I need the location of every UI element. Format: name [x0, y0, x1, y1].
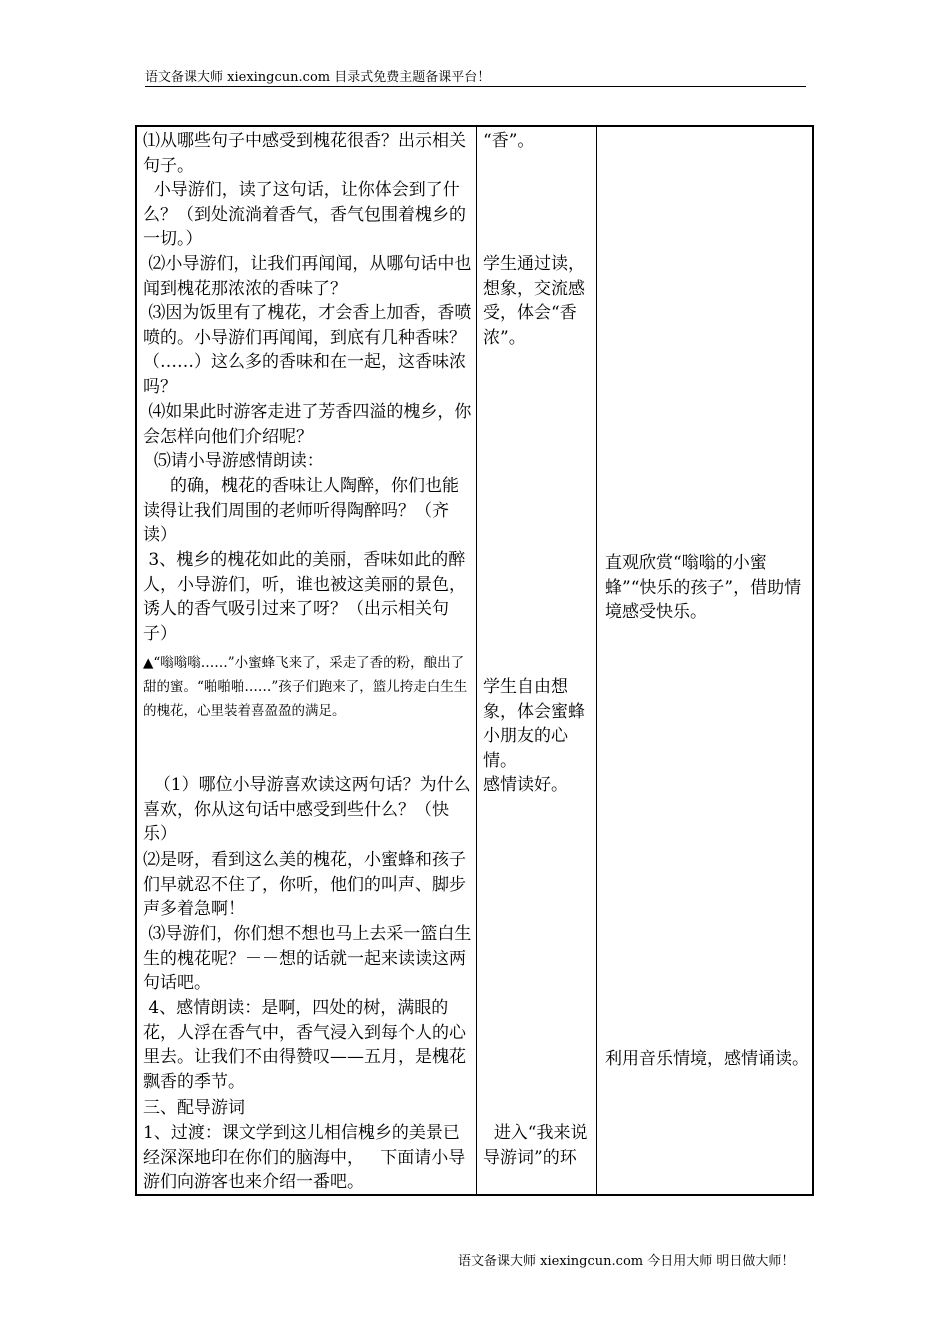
cell-paragraph: ⑵小导游们，让我们再闻闻，从哪句话中也闻到槐花那浓浓的香味了？	[143, 254, 471, 299]
design-intent-column	[605, 127, 810, 1194]
cell-paragraph: ⑶导游们，你们想不想也马上去采一篮白生生的槐花呢？－－想的话就一起来读读这两句话吧。	[143, 924, 471, 993]
cell-paragraph: 利用音乐情境，感情诵读。	[605, 1049, 809, 1069]
cell-paragraph: 的确，槐花的香味让人陶醉，你们也能读得让我们周围的老师听得陶醉吗？（齐读）	[143, 476, 460, 545]
cell-paragraph: ⑷如果此时游客走进了芳香四溢的槐乡，你会怎样向他们介绍呢？	[143, 402, 471, 447]
cell-paragraph: （1）哪位小导游喜欢读这两句话？为什么喜欢，你从这句话中感受到些什么？（快乐）	[143, 775, 471, 844]
cell-paragraph: 4、感情朗读：是啊，四处的树，满眼的花，人浮在香气中，香气浸入到每个人的心里去。让我们不由得赞叹——五月，是槐花飘香的季节。	[143, 998, 466, 1092]
header-divider	[145, 86, 806, 87]
column-divider-2	[596, 127, 597, 1194]
page-header: 语文备课大师 xiexingcun.com 目录式免费主题备课平台！	[145, 70, 491, 85]
cell-paragraph: 学生自由想象，体会蜜蜂小朋友的心情。 感情读好。	[483, 677, 585, 795]
cell-paragraph: ⑴从哪些句子中感受到槐花很香？出示相关句子。	[143, 131, 466, 176]
column-divider-1	[476, 127, 477, 1194]
lesson-table	[135, 125, 814, 1196]
page-footer: 语文备课大师 xiexingcun.com 今日用大师 明日做大师！	[458, 1254, 795, 1269]
cell-quote-paragraph: ▲“嗡嗡嗡……”小蜜蜂飞来了，采走了香的粉，酿出了甜的蜜。“啪啪啪……”孩子们跑来了，篮儿挎走白生生的槐花，心里装着喜盈盈的满足。	[143, 655, 468, 719]
teaching-process-column	[143, 127, 471, 1194]
cell-paragraph: ⑶因为饭里有了槐花，才会香上加香，香喷喷的。小导游们再闻闻，到底有几种香味？（……）这么多的香味和在一起，这香味浓吗？	[143, 303, 471, 397]
cell-paragraph: 进入“我来说导游词”的环	[483, 1123, 588, 1168]
cell-paragraph: 直观欣赏“嗡嗡的小蜜蜂”“快乐的孩子”，借助情境感受快乐。	[605, 553, 802, 622]
cell-paragraph: 3、槐乡的槐花如此的美丽，香味如此的醉人，小导游们，听，谁也被这美丽的景色，诱人的香气吸引过来了呀？（出示相关句子）	[143, 550, 466, 644]
cell-paragraph: ⑸请小导游感情朗读：	[143, 451, 324, 471]
student-activity-column	[483, 127, 591, 1194]
cell-paragraph: ⑵是呀，看到这么美的槐花，小蜜蜂和孩子们早就忍不住了，你听，他们的叫声、脚步声多着急啊！	[143, 850, 466, 919]
cell-paragraph: “香”。	[483, 131, 535, 151]
cell-paragraph: 学生通过读，想象，交流感受，体会“香浓”。	[483, 254, 585, 348]
cell-paragraph: 1、过渡：课文学到这儿相信槐乡的美景已经深深地印在你们的脑海中， 下面请小导游们向游客也来介绍一番吧。	[143, 1123, 466, 1192]
cell-paragraph: 小导游们，读了这句话，让你体会到了什么？（到处流淌着香气，香气包围着槐乡的一切。）	[143, 180, 466, 249]
cell-section-heading: 三、配导游词	[143, 1098, 245, 1118]
